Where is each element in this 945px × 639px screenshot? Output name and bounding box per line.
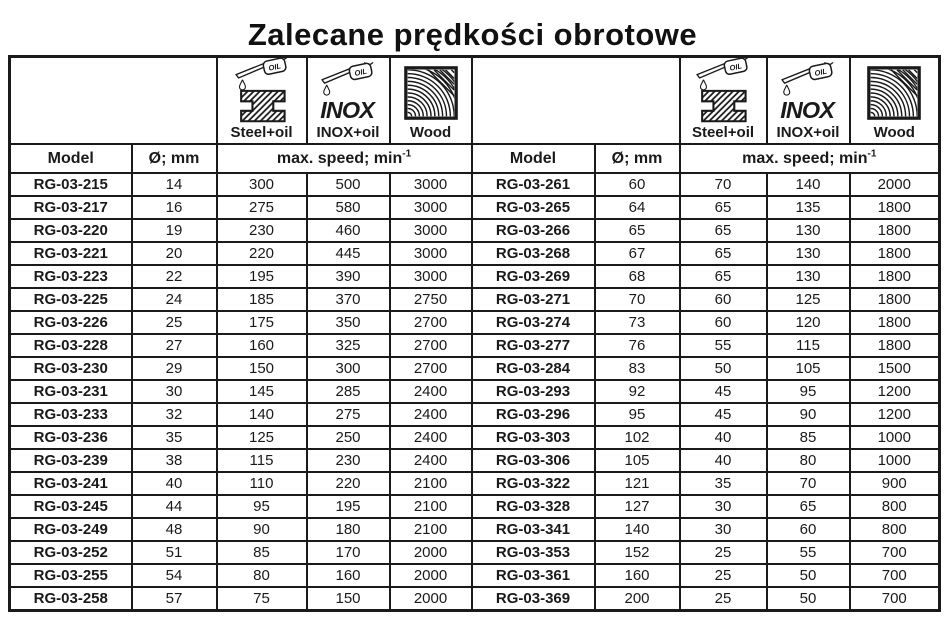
- steel-oil-speed-cell: 55: [680, 334, 767, 357]
- table-row: [10, 265, 940, 288]
- steel-oil-speed-cell: 195: [217, 265, 307, 288]
- diameter-cell: 127: [595, 495, 680, 518]
- diameter-cell: 64: [595, 196, 680, 219]
- diameter-cell: 29: [132, 357, 217, 380]
- empty-header-cell-right: [472, 57, 680, 145]
- inox-oil-speed-cell: 460: [307, 219, 390, 242]
- steel-oil-speed-cell: 160: [217, 334, 307, 357]
- icon-header-row: [10, 57, 940, 145]
- wood-speed-cell: 1800: [850, 196, 940, 219]
- model-cell: RG-03-245: [10, 495, 132, 518]
- model-cell: RG-03-341: [472, 518, 595, 541]
- diameter-cell: 76: [595, 334, 680, 357]
- inox-oil-speed-cell: 150: [307, 587, 390, 610]
- steel-oil-speed-cell: 40: [680, 426, 767, 449]
- inox-oil-speed-cell: 90: [767, 403, 850, 426]
- steel-oil-speed-cell: 220: [217, 242, 307, 265]
- inox-oil-speed-cell: 130: [767, 242, 850, 265]
- inox-oil-speed-cell: 195: [307, 495, 390, 518]
- diameter-cell: 38: [132, 449, 217, 472]
- table-row: [10, 196, 940, 219]
- speed-table: [8, 55, 941, 612]
- steel-oil-speed-cell: 150: [217, 357, 307, 380]
- wood-speed-cell: 1500: [850, 357, 940, 380]
- steel-oil-speed-cell: 75: [217, 587, 307, 610]
- inox-oil-speed-cell: 120: [767, 311, 850, 334]
- table-row: [10, 472, 940, 495]
- steel-oil-speed-cell: 125: [217, 426, 307, 449]
- steel-oil-speed-cell: 60: [680, 311, 767, 334]
- table-row: [10, 357, 940, 380]
- max-speed-text: max. speed; min: [276, 149, 403, 167]
- diameter-cell: 68: [595, 265, 680, 288]
- diameter-cell: 35: [132, 426, 217, 449]
- wood-speed-cell: 700: [850, 587, 940, 610]
- max-speed-exponent: -1: [867, 148, 877, 160]
- inox-oil-header-cell-left: [307, 57, 390, 145]
- wood-grain-icon: [398, 63, 464, 123]
- wood-speed-cell: 2000: [390, 541, 472, 564]
- model-cell: RG-03-252: [10, 541, 132, 564]
- table-row: [10, 495, 940, 518]
- max-speed-exponent: -1: [402, 148, 412, 160]
- wood-speed-cell: 700: [850, 564, 940, 587]
- max-speed-column-header-right: [680, 144, 940, 173]
- steel-oil-speed-cell: 45: [680, 403, 767, 426]
- wood-speed-cell: 1800: [850, 311, 940, 334]
- inox-oil-speed-cell: 50: [767, 587, 850, 610]
- inox-oil-speed-cell: 370: [307, 288, 390, 311]
- wood-speed-cell: 1800: [850, 219, 940, 242]
- wood-speed-cell: 700: [850, 541, 940, 564]
- diameter-cell: 57: [132, 587, 217, 610]
- wood-label: Wood: [873, 124, 915, 141]
- diameter-cell: 22: [132, 265, 217, 288]
- model-cell: RG-03-322: [472, 472, 595, 495]
- table-row: [10, 518, 940, 541]
- model-cell: RG-03-296: [472, 403, 595, 426]
- steel-oil-icon: [692, 57, 754, 123]
- model-cell: RG-03-274: [472, 311, 595, 334]
- model-cell: RG-03-249: [10, 518, 132, 541]
- model-cell: RG-03-265: [472, 196, 595, 219]
- diameter-cell: 70: [595, 288, 680, 311]
- inox-oil-speed-cell: 445: [307, 242, 390, 265]
- inox-oil-speed-cell: 325: [307, 334, 390, 357]
- inox-oil-speed-cell: 230: [307, 449, 390, 472]
- wood-speed-cell: 1200: [850, 380, 940, 403]
- wood-speed-cell: 2700: [390, 311, 472, 334]
- inox-oil-speed-cell: 50: [767, 564, 850, 587]
- diameter-cell: 20: [132, 242, 217, 265]
- model-cell: RG-03-255: [10, 564, 132, 587]
- steel-oil-speed-cell: 25: [680, 587, 767, 610]
- model-cell: RG-03-241: [10, 472, 132, 495]
- inox-oil-label: INOX+oil: [316, 124, 380, 141]
- diameter-column-header-right: Ø; mm: [595, 144, 680, 173]
- wood-speed-cell: 2100: [390, 495, 472, 518]
- steel-oil-speed-cell: 40: [680, 449, 767, 472]
- diameter-cell: 24: [132, 288, 217, 311]
- inox-oil-speed-cell: 105: [767, 357, 850, 380]
- model-cell: RG-03-220: [10, 219, 132, 242]
- steel-oil-speed-cell: 95: [217, 495, 307, 518]
- model-cell: RG-03-228: [10, 334, 132, 357]
- model-cell: RG-03-266: [472, 219, 595, 242]
- steel-oil-speed-cell: 275: [217, 196, 307, 219]
- wood-speed-cell: 2400: [390, 426, 472, 449]
- diameter-cell: 19: [132, 219, 217, 242]
- wood-speed-cell: 1800: [850, 288, 940, 311]
- model-cell: RG-03-353: [472, 541, 595, 564]
- diameter-column-header-left: Ø; mm: [132, 144, 217, 173]
- model-cell: RG-03-258: [10, 587, 132, 610]
- model-cell: RG-03-225: [10, 288, 132, 311]
- empty-header-cell-left: [10, 57, 217, 145]
- inox-oil-speed-cell: 160: [307, 564, 390, 587]
- steel-oil-label: Steel+oil: [691, 124, 755, 141]
- wood-speed-cell: 2000: [390, 564, 472, 587]
- diameter-cell: 152: [595, 541, 680, 564]
- table-row: [10, 449, 940, 472]
- inox-oil-speed-cell: 250: [307, 426, 390, 449]
- wood-speed-cell: 3000: [390, 242, 472, 265]
- diameter-cell: 25: [132, 311, 217, 334]
- inox-oil-speed-cell: 135: [767, 196, 850, 219]
- steel-oil-label: Steel+oil: [230, 124, 293, 141]
- inox-oil-speed-cell: 140: [767, 173, 850, 196]
- wood-speed-cell: 3000: [390, 196, 472, 219]
- wood-header-cell-right: [850, 57, 940, 145]
- inox-oil-speed-cell: 130: [767, 219, 850, 242]
- diameter-cell: 83: [595, 357, 680, 380]
- diameter-cell: 27: [132, 334, 217, 357]
- inox-oil-speed-cell: 220: [307, 472, 390, 495]
- wood-speed-cell: 2100: [390, 472, 472, 495]
- table-row: [10, 541, 940, 564]
- diameter-cell: 32: [132, 403, 217, 426]
- steel-oil-speed-cell: 65: [680, 219, 767, 242]
- wood-speed-cell: 2700: [390, 334, 472, 357]
- steel-oil-speed-cell: 35: [680, 472, 767, 495]
- wood-speed-cell: 1000: [850, 449, 940, 472]
- model-column-header-left: Model: [10, 144, 132, 173]
- inox-oil-label: INOX+oil: [776, 124, 840, 141]
- inox-oil-speed-cell: 300: [307, 357, 390, 380]
- model-cell: RG-03-230: [10, 357, 132, 380]
- model-cell: RG-03-361: [472, 564, 595, 587]
- wood-speed-cell: 2100: [390, 518, 472, 541]
- model-cell: RG-03-217: [10, 196, 132, 219]
- steel-oil-speed-cell: 25: [680, 564, 767, 587]
- inox-oil-icon: [777, 57, 839, 123]
- model-cell: RG-03-215: [10, 173, 132, 196]
- model-cell: RG-03-271: [472, 288, 595, 311]
- diameter-cell: 102: [595, 426, 680, 449]
- wood-speed-cell: 1000: [850, 426, 940, 449]
- model-cell: RG-03-277: [472, 334, 595, 357]
- model-cell: RG-03-293: [472, 380, 595, 403]
- inox-oil-icon: [317, 57, 379, 123]
- inox-oil-speed-cell: 350: [307, 311, 390, 334]
- column-header-row: [10, 144, 940, 173]
- steel-oil-speed-cell: 25: [680, 541, 767, 564]
- wood-speed-cell: 900: [850, 472, 940, 495]
- diameter-cell: 92: [595, 380, 680, 403]
- inox-oil-speed-cell: 180: [307, 518, 390, 541]
- diameter-cell: 160: [595, 564, 680, 587]
- table-row: [10, 380, 940, 403]
- wood-speed-cell: 1800: [850, 334, 940, 357]
- table-body: [10, 173, 940, 610]
- wood-label: Wood: [409, 124, 452, 141]
- diameter-cell: 14: [132, 173, 217, 196]
- inox-oil-speed-cell: 85: [767, 426, 850, 449]
- diameter-cell: 54: [132, 564, 217, 587]
- wood-speed-cell: 3000: [390, 265, 472, 288]
- steel-oil-speed-cell: 115: [217, 449, 307, 472]
- inox-oil-speed-cell: 125: [767, 288, 850, 311]
- inox-oil-speed-cell: 65: [767, 495, 850, 518]
- wood-header-cell-left: [390, 57, 472, 145]
- diameter-cell: 121: [595, 472, 680, 495]
- model-cell: RG-03-284: [472, 357, 595, 380]
- wood-speed-cell: 1800: [850, 265, 940, 288]
- table-row: [10, 564, 940, 587]
- wood-speed-cell: 2700: [390, 357, 472, 380]
- inox-oil-speed-cell: 285: [307, 380, 390, 403]
- inox-oil-speed-cell: 55: [767, 541, 850, 564]
- steel-oil-speed-cell: 30: [680, 518, 767, 541]
- steel-oil-speed-cell: 65: [680, 242, 767, 265]
- steel-oil-speed-cell: 230: [217, 219, 307, 242]
- steel-oil-header-cell-left: [217, 57, 307, 145]
- wood-speed-cell: 800: [850, 495, 940, 518]
- diameter-cell: 60: [595, 173, 680, 196]
- inox-oil-speed-cell: 80: [767, 449, 850, 472]
- diameter-cell: 40: [132, 472, 217, 495]
- diameter-cell: 140: [595, 518, 680, 541]
- inox-oil-header-cell-right: [767, 57, 850, 145]
- steel-oil-icon: [231, 57, 293, 123]
- wood-speed-cell: 3000: [390, 219, 472, 242]
- inox-oil-speed-cell: 115: [767, 334, 850, 357]
- page-title: Zalecane prędkości obrotowe: [247, 17, 698, 52]
- table-row: [10, 426, 940, 449]
- table-row: [10, 288, 940, 311]
- model-cell: RG-03-303: [472, 426, 595, 449]
- wood-speed-cell: 800: [850, 518, 940, 541]
- steel-oil-speed-cell: 70: [680, 173, 767, 196]
- steel-oil-speed-cell: 110: [217, 472, 307, 495]
- diameter-cell: 95: [595, 403, 680, 426]
- model-cell: RG-03-306: [472, 449, 595, 472]
- steel-oil-speed-cell: 30: [680, 495, 767, 518]
- wood-speed-cell: 1800: [850, 242, 940, 265]
- steel-oil-speed-cell: 90: [217, 518, 307, 541]
- diameter-cell: 44: [132, 495, 217, 518]
- table-row: [10, 242, 940, 265]
- model-cell: RG-03-233: [10, 403, 132, 426]
- diameter-cell: 51: [132, 541, 217, 564]
- steel-oil-speed-cell: 45: [680, 380, 767, 403]
- steel-oil-speed-cell: 300: [217, 173, 307, 196]
- max-speed-text: max. speed; min: [742, 149, 868, 167]
- inox-oil-speed-cell: 170: [307, 541, 390, 564]
- diameter-cell: 48: [132, 518, 217, 541]
- table-row: [10, 403, 940, 426]
- steel-oil-speed-cell: 185: [217, 288, 307, 311]
- inox-oil-speed-cell: 60: [767, 518, 850, 541]
- wood-speed-cell: 2000: [850, 173, 940, 196]
- diameter-cell: 105: [595, 449, 680, 472]
- model-cell: RG-03-236: [10, 426, 132, 449]
- table-row: [10, 219, 940, 242]
- model-cell: RG-03-261: [472, 173, 595, 196]
- steel-oil-speed-cell: 80: [217, 564, 307, 587]
- steel-oil-speed-cell: 65: [680, 196, 767, 219]
- model-cell: RG-03-221: [10, 242, 132, 265]
- wood-speed-cell: 2750: [390, 288, 472, 311]
- wood-speed-cell: 2400: [390, 449, 472, 472]
- diameter-cell: 67: [595, 242, 680, 265]
- steel-oil-speed-cell: 175: [217, 311, 307, 334]
- model-cell: RG-03-226: [10, 311, 132, 334]
- max-speed-column-header-left: [217, 144, 472, 173]
- inox-oil-speed-cell: 275: [307, 403, 390, 426]
- model-cell: RG-03-231: [10, 380, 132, 403]
- wood-speed-cell: 3000: [390, 173, 472, 196]
- wood-speed-cell: 2000: [390, 587, 472, 610]
- diameter-cell: 65: [595, 219, 680, 242]
- model-cell: RG-03-268: [472, 242, 595, 265]
- steel-oil-speed-cell: 85: [217, 541, 307, 564]
- inox-oil-speed-cell: 580: [307, 196, 390, 219]
- inox-oil-speed-cell: 130: [767, 265, 850, 288]
- steel-oil-speed-cell: 145: [217, 380, 307, 403]
- inox-oil-speed-cell: 95: [767, 380, 850, 403]
- table-row: [10, 587, 940, 610]
- model-cell: RG-03-239: [10, 449, 132, 472]
- inox-oil-speed-cell: 390: [307, 265, 390, 288]
- steel-oil-speed-cell: 140: [217, 403, 307, 426]
- diameter-cell: 30: [132, 380, 217, 403]
- steel-oil-speed-cell: 65: [680, 265, 767, 288]
- table-row: [10, 173, 940, 196]
- wood-grain-icon: [861, 63, 927, 123]
- inox-oil-speed-cell: 70: [767, 472, 850, 495]
- inox-oil-speed-cell: 500: [307, 173, 390, 196]
- diameter-cell: 200: [595, 587, 680, 610]
- diameter-cell: 16: [132, 196, 217, 219]
- model-column-header-right: Model: [472, 144, 595, 173]
- model-cell: RG-03-223: [10, 265, 132, 288]
- steel-oil-header-cell-right: [680, 57, 767, 145]
- wood-speed-cell: 1200: [850, 403, 940, 426]
- table-row: [10, 334, 940, 357]
- steel-oil-speed-cell: 50: [680, 357, 767, 380]
- diameter-cell: 73: [595, 311, 680, 334]
- model-cell: RG-03-269: [472, 265, 595, 288]
- model-cell: RG-03-369: [472, 587, 595, 610]
- wood-speed-cell: 2400: [390, 380, 472, 403]
- steel-oil-speed-cell: 60: [680, 288, 767, 311]
- wood-speed-cell: 2400: [390, 403, 472, 426]
- table-row: [10, 311, 940, 334]
- model-cell: RG-03-328: [472, 495, 595, 518]
